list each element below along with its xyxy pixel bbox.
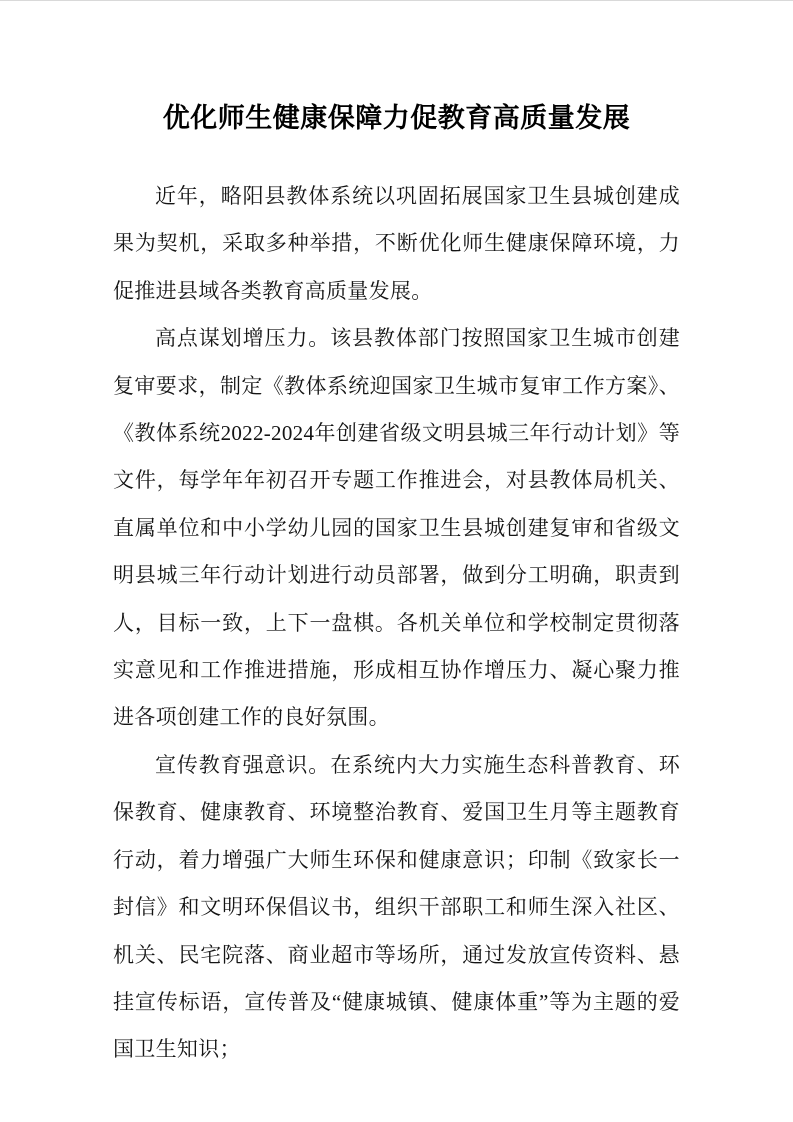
- paragraph-publicity: 宣传教育强意识。在系统内大力实施生态科普教育、环保教育、健康教育、环境整治教育、爱国卫生月等主题教育行动，着力增强广大师生环保和健康意识；印制《致家长一封信》和文明环保倡议书，组织干部职工和师生深入社区、机关、民宅院落、商业超市等场所，通过发放宣传资料、悬挂宣传标语，宣传普及“健康城镇、健康体重”等为主题的爱国卫生知识；: [113, 752, 680, 1062]
- paragraph-intro: 近年，略阳县教体系统以巩固拓展国家卫生县城创建成果为契机，采取多种举措，不断优化师生健康保障环境，力促推进县域各类教育高质量发展。: [113, 184, 680, 303]
- document-body: [113, 173, 680, 1074]
- paragraph-planning: 高点谋划增压力。该县教体部门按照国家卫生城市创建复审要求，制定《教体系统迎国家卫生城市复审工作方案》、《教体系统2022-2024年创建省级文明县城三年行动计划》等文件，每学年年初召开专题工作推进会，对县教体局机关、直属单位和中小学幼儿园的国家卫生县城创建复审和省级文明县城三年行动计划进行动员部署，做到分工明确，职责到人，目标一致，上下一盘棋。各机关单位和学校制定贯彻落实意见和工作推进措施，形成相互协作增压力、凝心聚力推进各项创建工作的良好氛围。: [113, 326, 680, 730]
- page-title: 优化师生健康保障力促教育高质量发展: [162, 103, 631, 133]
